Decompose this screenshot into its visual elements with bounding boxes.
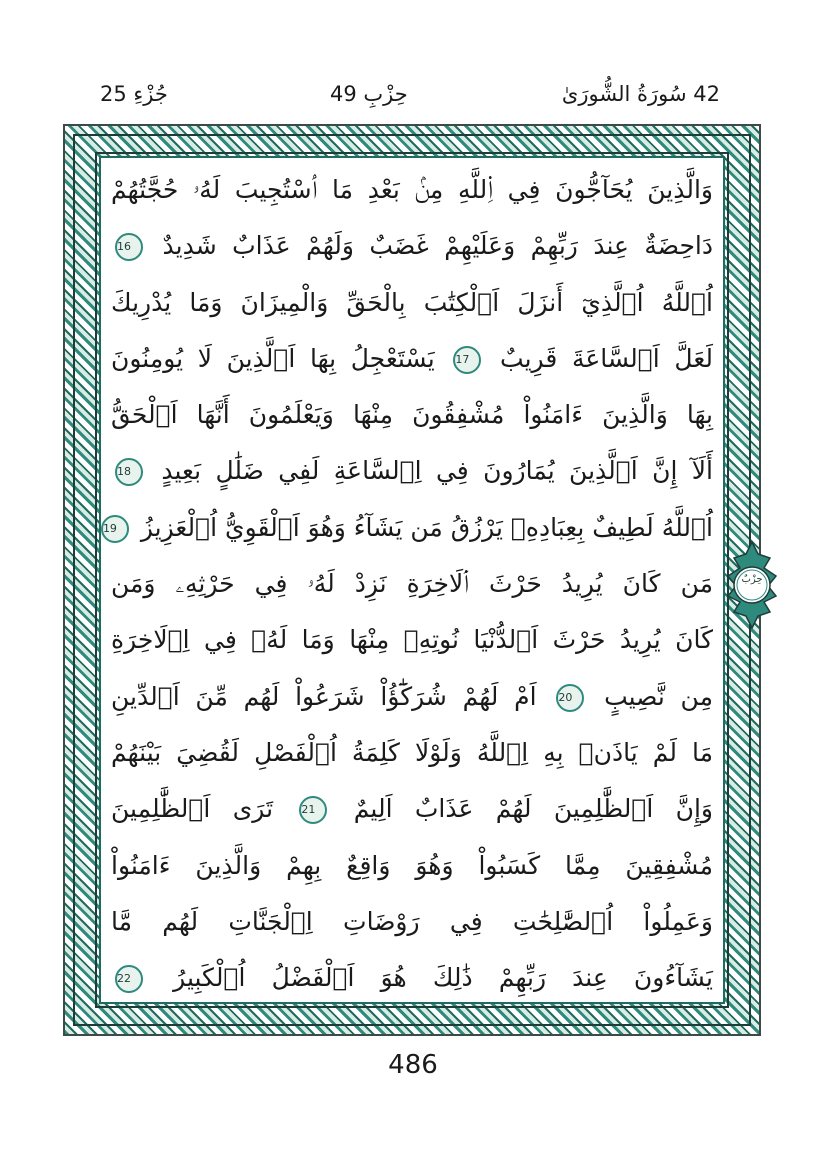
verse-text: وَإِنَّ اَ۬لظَّٰلِمِينَ لَهُمْ عَذَابٌ اَلِيمٌ <box>353 794 713 824</box>
verse-line <box>111 894 713 950</box>
verse-line <box>111 950 713 1006</box>
verse-text: اَمْ لَهُمْ شُرَكَٰٓؤُاْ شَرَعُواْ لَهُم مِّنَ اَ۬لدِّينِ <box>111 681 537 711</box>
hizb-label: حِزْبِ 49 <box>330 82 408 106</box>
verse-text: مُشْفِقِينَ مِمَّا كَسَبُواْ وَهُوَ وَاقِعٌ بِهِمْ وَالَّذِينَ ءَامَنُواْ <box>111 850 713 880</box>
verse-line <box>111 838 713 894</box>
verse-text: كَانَ يُرِيدُ حَرْثَ اَ۬لدُّنْيَا نُوتِهِۦ مِنْهَا وَمَا لَهُۥ فِي اِ۬لَاخِرَةِ <box>111 625 713 655</box>
verse-text: تَرَى اَ۬لظَّٰلِمِينَ <box>111 794 274 824</box>
hizb-marker-label: حِزْبٌ <box>741 574 763 585</box>
verse-line <box>111 218 713 274</box>
juz-label: جُزْءِ 25 <box>100 82 168 106</box>
ayah-number-marker: 20 <box>556 684 584 712</box>
page-number: 486 <box>388 1050 438 1080</box>
ayah-number-marker: 17 <box>453 346 481 374</box>
verse-text: يَشَآءُونَ عِندَ رَبِّهِمْ ذَٰلِكَ هُوَ اَ۬لْفَضْلُ اُ۬لْكَبِيرُ <box>173 963 713 993</box>
ayah-number-marker: 18 <box>115 458 143 486</box>
hizb-marker <box>724 540 780 630</box>
ayah-number-marker: 21 <box>299 796 327 824</box>
ayah-number-marker: 22 <box>115 965 143 993</box>
verse-text: اُ۬للَّهُ اُ۬لَّذِيٓ أَنزَلَ اَ۬لْكِتَٰبَ بِالْحَقِّ وَالْمِيزَانَ وَمَا يُدْرِيكَ <box>111 287 713 317</box>
text-panel <box>99 156 725 1004</box>
verse-line <box>111 556 713 612</box>
verse-text: وَالَّذِينَ يُحَآجُّونَ فِي اِ۬للَّهِ مِنۢ بَعْدِ مَا اَ۟سْتُجِيبَ لَهُۥ حُجَّتُهُمْ <box>111 175 713 204</box>
verse-text: وَعَمِلُواْ اُ۬لصَّٰلِحَٰتِ فِي رَوْضَاتِ اِ۬لْجَنَّاتِ لَهُم مَّا <box>111 906 713 936</box>
verse-lines <box>102 162 714 1006</box>
verse-text: يَسْتَعْجِلُ بِهَا اَ۬لَّذِينَ لَا يُومِنُونَ <box>111 343 435 373</box>
verse-text: دَاحِضَةٌ عِندَ رَبِّهِمْ وَعَلَيْهِمْ غَضَبٌ وَلَهُمْ عَذَابٌ شَدِيدٌ <box>162 231 713 261</box>
verse-line <box>111 669 713 725</box>
hizb-marker-icon <box>724 540 780 630</box>
verse-line <box>111 781 713 837</box>
ayah-number-marker: 16 <box>115 233 143 261</box>
verse-line <box>111 612 713 668</box>
verse-line <box>102 500 713 556</box>
verse-text: مِن نَّصِيبٍ <box>604 681 713 711</box>
page-header <box>100 82 720 118</box>
ayah-number-marker: 19 <box>101 515 129 543</box>
ornamental-frame <box>63 124 761 1036</box>
verse-line <box>111 331 713 387</box>
verse-line <box>111 387 713 443</box>
surah-title: 42 سُورَةُ الشُّورَىٰ <box>561 82 720 106</box>
verse-line <box>111 275 713 331</box>
verse-text: مَا لَمْ يَاذَنۢ بِهِ اِ۬للَّهُ وَلَوْلَا كَلِمَةُ اُ۬لْفَصْلِ لَقُضِيَ بَيْنَهُمْ <box>111 737 713 767</box>
verse-line <box>111 162 713 218</box>
verse-text: بِهَا وَالَّذِينَ ءَامَنُواْ مُشْفِقُونَ مِنْهَا وَيَعْلَمُونَ أَنَّهَا اَ۬لْحَقُّ <box>111 400 713 430</box>
verse-text: لَعَلَّ اَ۬لسَّاعَةَ قَرِيبٌ <box>500 343 714 373</box>
verse-line <box>111 725 713 781</box>
verse-line <box>111 443 713 499</box>
verse-text: مَن كَانَ يُرِيدُ حَرْثَ اَ۬لَاخِرَةِ نَزِدْ لَهُۥ فِي حَرْثِهِۦ وَمَن <box>111 569 713 599</box>
verse-text: اُ۬للَّهُ لَطِيفٌ بِعِبَادِهِۦ يَرْزُقُ مَن يَشَآءُ وَهُوَ اَ۬لْقَوِيُّ اُ۬لْعَزِيزُ <box>140 512 713 542</box>
verse-text: أَلَآ إِنَّ اَ۬لَّذِينَ يُمَارُونَ فِي اِ۬لسَّاعَةِ لَفِي ضَلَٰلٍ بَعِيدٍ <box>161 456 713 486</box>
